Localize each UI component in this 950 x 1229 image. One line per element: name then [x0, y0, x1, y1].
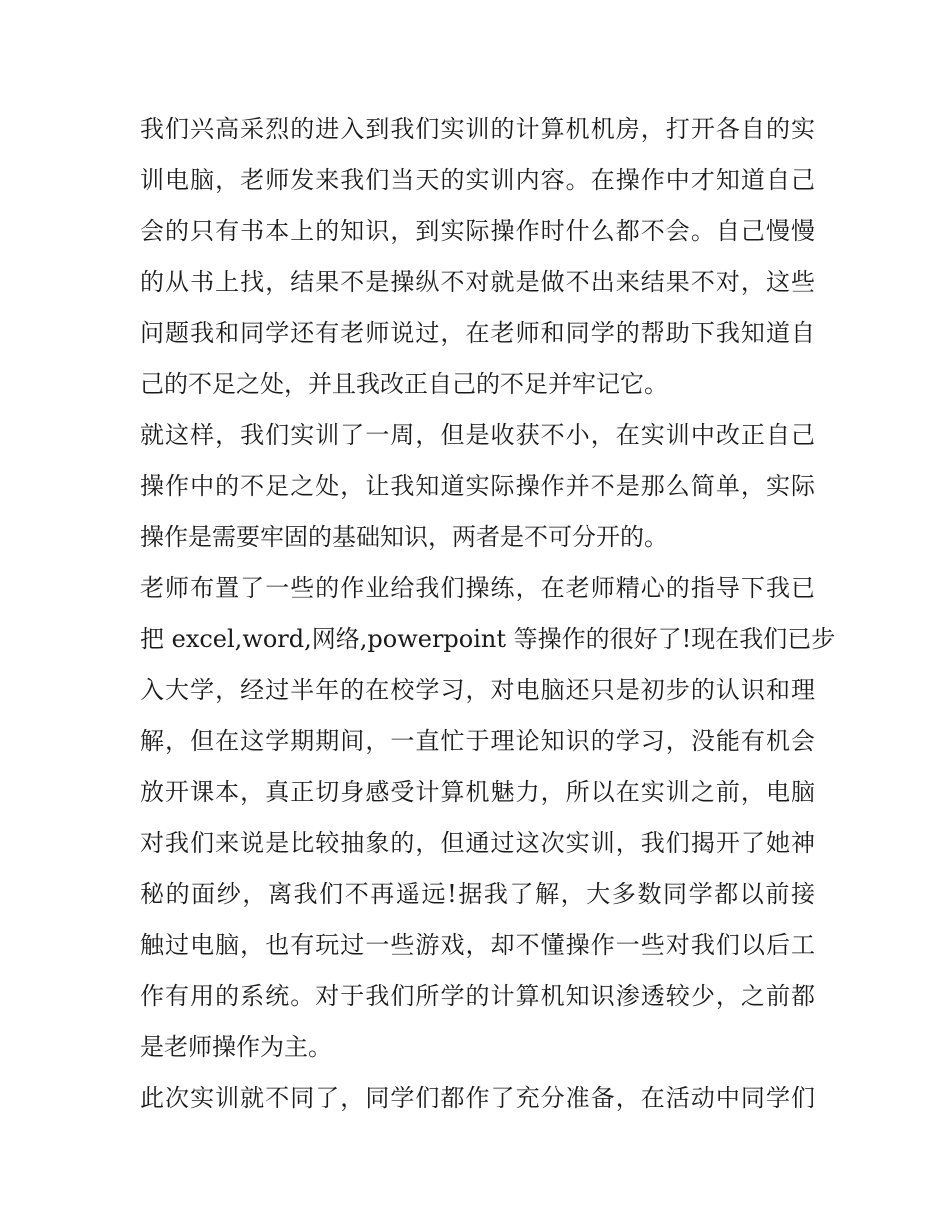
- paragraph-4: [140, 1073, 815, 1124]
- text-line: 的从书上找，结果不是操纵不对就是做不出来结果不对，这些: [140, 268, 815, 296]
- text-line: 解，但在这学期期间，一直忙于理论知识的学习，没能有机会: [140, 727, 815, 755]
- document-body: [140, 104, 836, 1124]
- text-line: 我们兴高采烈的进入到我们实训的计算机机房，打开各自的实: [140, 115, 815, 143]
- text-line: 作有用的系统。对于我们所学的计算机知识渗透较少，之前都: [140, 982, 815, 1010]
- text-line: 对我们来说是比较抽象的，但通过这次实训，我们揭开了她神: [140, 829, 815, 857]
- text-line: 会的只有书本上的知识，到实际操作时什么都不会。自己慢慢: [140, 217, 815, 245]
- text-line: 老师布置了一些的作业给我们操练，在老师精心的指导下我已: [140, 574, 815, 602]
- text-line: 把 excel,word,网络,powerpoint 等操作的很好了!现在我们已步: [140, 625, 836, 653]
- text-line: 是老师操作为主。: [140, 1033, 332, 1061]
- paragraph-2: [140, 410, 815, 563]
- text-line: 操作是需要牢固的基础知识，两者是不可分开的。: [140, 523, 668, 551]
- text-line: 触过电脑，也有玩过一些游戏，却不懂操作一些对我们以后工: [140, 931, 815, 959]
- text-line: 己的不足之处，并且我改正自己的不足并牢记它。: [140, 370, 668, 398]
- text-line: 就这样，我们实训了一周，但是收获不小，在实训中改正自己: [140, 421, 815, 449]
- text-line: 此次实训就不同了，同学们都作了充分准备，在活动中同学们: [140, 1084, 815, 1112]
- text-line: 操作中的不足之处，让我知道实际操作并不是那么简单，实际: [140, 472, 815, 500]
- paragraph-3: [140, 563, 836, 1073]
- paragraph-1: [140, 104, 815, 410]
- text-line: 入大学，经过半年的在校学习，对电脑还只是初步的认识和理: [140, 676, 815, 704]
- text-line: 秘的面纱，离我们不再遥远!据我了解，大多数同学都以前接: [140, 880, 815, 908]
- text-line: 训电脑，老师发来我们当天的实训内容。在操作中才知道自己: [140, 166, 815, 194]
- text-line: 放开课本，真正切身感受计算机魅力，所以在实训之前，电脑: [140, 778, 815, 806]
- text-line: 问题我和同学还有老师说过，在老师和同学的帮助下我知道自: [140, 319, 815, 347]
